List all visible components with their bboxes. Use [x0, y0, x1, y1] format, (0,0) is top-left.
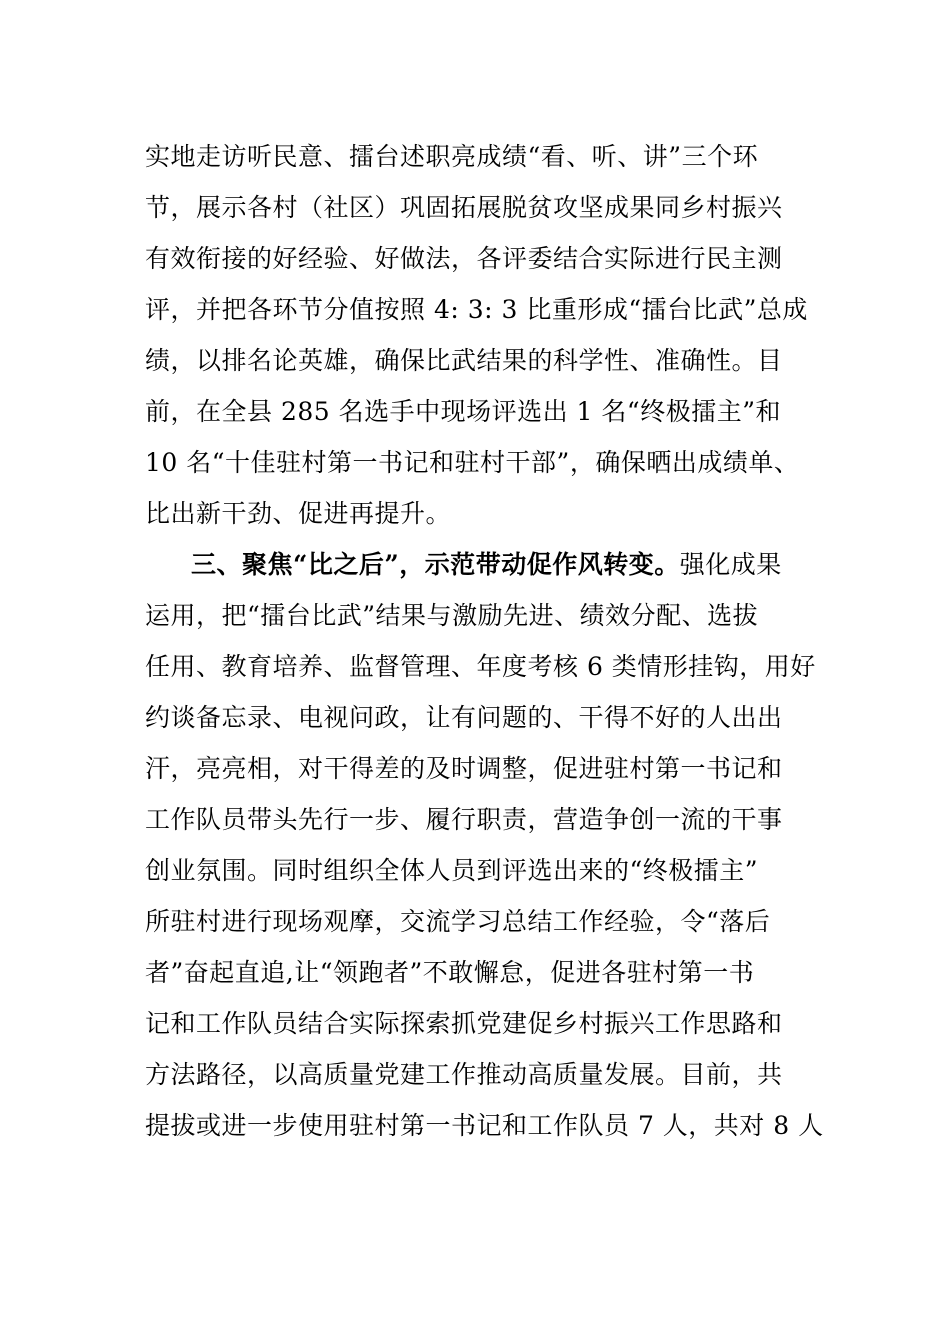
- paragraph-1-line: 有效衔接的好经验、好做法，各评委结合实际进行民主测: [145, 244, 783, 273]
- paragraph-2-line: 约谈备忘录、电视问政，让有问题的、干得不好的人出出: [145, 703, 783, 732]
- paragraph-2-line: 任用、教育培养、监督管理、年度考核 6 类情形挂钩，用好: [145, 652, 816, 681]
- paragraph-2-line: 所驻村进行现场观摩，交流学习总结工作经验，令“落后: [145, 907, 771, 936]
- paragraph-1-line: 10 名“十佳驻村第一书记和驻村干部”，确保晒出成绩单、: [145, 448, 800, 477]
- paragraph-2: [145, 539, 825, 1151]
- paragraph-1-line: 绩，以排名论英雄，确保比武结果的科学性、准确性。目: [145, 346, 783, 375]
- paragraph-2-line: 工作队员带头先行一步、履行职责，营造争创一流的干事: [145, 805, 783, 834]
- paragraph-1-line: 实地走访听民意、擂台述职亮成绩“看、听、讲”三个环: [145, 142, 759, 171]
- paragraph-1-line: 前，在全县 285 名选手中现场评选出 1 名“终极擂主”和: [145, 397, 781, 426]
- paragraph-2-first-line: [145, 539, 825, 590]
- paragraph-2-line: 方法路径，以高质量党建工作推动高质量发展。目前，共: [145, 1060, 783, 1089]
- paragraph-2-first-line-text: 强化成果: [679, 550, 782, 579]
- paragraph-2-line: 运用，把“擂台比武”结果与激励先进、绩效分配、选拔: [145, 601, 759, 630]
- paragraph-1-line: 比出新干劲、促进再提升。: [145, 499, 452, 528]
- paragraph-1: [145, 131, 825, 539]
- paragraph-2-line: 记和工作队员结合实际探索抓党建促乡村振兴工作思路和: [145, 1009, 783, 1038]
- paragraph-2-line: 汗，亮亮相，对干得差的及时调整，促进驻村第一书记和: [145, 754, 783, 783]
- section-heading: 三、聚焦“比之后”，示范带动促作风转变。: [191, 550, 680, 579]
- paragraph-1-line: 评，并把各环节分值按照 4: 3: 3 比重形成“擂台比武”总成: [145, 295, 808, 324]
- paragraph-1-line: 节，展示各村（社区）巩固拓展脱贫攻坚成果同乡村振兴: [145, 193, 783, 222]
- paragraph-2-line: 提拔或进一步使用驻村第一书记和工作队员 7 人，共对 8 人: [145, 1111, 824, 1140]
- paragraph-2-line: 者”奋起直追,让“领跑者”不敢懈怠，促进各驻村第一书: [145, 958, 755, 987]
- paragraph-2-line: 创业氛围。同时组织全体人员到评选出来的“终极擂主”: [145, 856, 759, 885]
